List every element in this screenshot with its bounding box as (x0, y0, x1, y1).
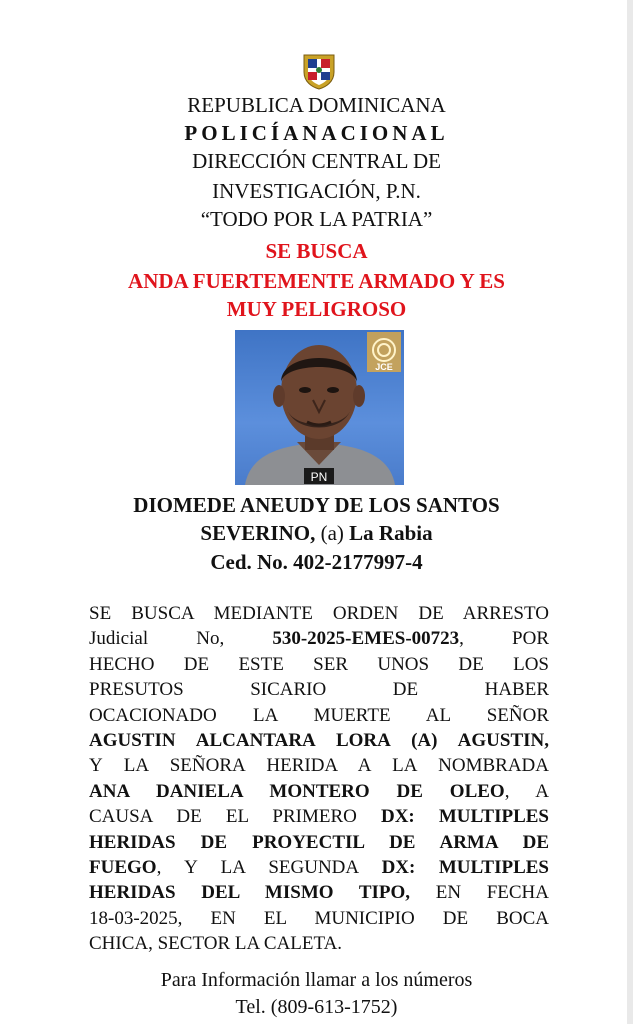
department-line-1: DIRECCIÓN CENTRAL DE (192, 149, 441, 173)
description-line: SE BUSCA MEDIANTE ORDEN DE ARRESTO (89, 603, 549, 624)
arrest-description (89, 601, 549, 957)
arrest-order-number: 530-2025-EMES-00723 (272, 628, 460, 650)
description-line (89, 804, 549, 829)
description-line (89, 779, 549, 804)
description-line: PRESUTOS SICARIO DE HABER (89, 679, 549, 701)
suspect-photo (235, 330, 404, 485)
description-line: HECHO DE ESTE SER UNOS DE LOS (89, 653, 549, 675)
suspect-cedula: Ced. No. 402-2177997-4 (210, 550, 423, 574)
injured-name: ANA DANIELA MONTERO DE OLEO (89, 780, 505, 802)
description-line: OCACIONADO LA MUERTE AL SEÑOR (89, 704, 549, 726)
contact-phone: Tel. (809-613-1752) (235, 996, 398, 1018)
suspect-name-line-1: DIOMEDE ANEUDY DE LOS SANTOS (133, 493, 500, 517)
description-line (89, 626, 549, 651)
department-line-2: INVESTIGACIÓN, P.N. (212, 179, 421, 203)
jce-label: JCE (375, 362, 393, 372)
police-shield-icon (301, 52, 337, 90)
description-line (89, 880, 549, 905)
description-fragment: EN FECHA (410, 882, 549, 904)
suspect-name-line-2 (0, 520, 633, 547)
contact-info: Para Información llamar a los números (160, 969, 473, 991)
description-line (89, 855, 549, 880)
suspect-surname: SEVERINO, (200, 521, 316, 545)
alias-prefix: (a) (320, 521, 344, 545)
wanted-heading: SE BUSCA (265, 239, 368, 263)
warning-line-2: MUY PELIGROSO (226, 297, 407, 321)
motto: “TODO POR LA PATRIA” (200, 207, 433, 231)
suspect-alias: La Rabia (349, 521, 433, 545)
description-line: 18-03-2025, EN EL MUNICIPIO DE BOCA (89, 907, 549, 929)
victim-name-line (89, 728, 549, 753)
pn-badge (304, 468, 334, 484)
agency-title: POLICÍANACIONAL (184, 121, 449, 145)
warning-line-1: ANDA FUERTEMENTE ARMADO Y ES (128, 269, 505, 293)
description-fragment: , POR (459, 628, 549, 650)
description-fragment: CAUSA DE EL PRIMERO (89, 806, 381, 828)
country-title: REPUBLICA DOMINICANA (187, 93, 446, 117)
description-fragment: , A (504, 780, 549, 802)
description-line (89, 830, 549, 855)
suspect-portrait (235, 330, 404, 485)
description-line: Y LA SEÑORA HERIDA A LA NOMBRADA (89, 755, 549, 777)
diagnosis-text: HERIDAS DE PROYECTIL DE ARMA DE (89, 831, 549, 853)
description-fragment: , Y LA SEGUNDA (156, 857, 382, 879)
victim-name: AGUSTIN ALCANTARA LORA (A) AGUSTIN, (89, 730, 549, 752)
description-line: CHICA, SECTOR LA CALETA. (89, 933, 343, 955)
judicial-label: Judicial No, (89, 628, 273, 650)
diagnosis-text: FUEGO (89, 857, 157, 879)
diagnosis-text: HERIDAS DEL MISMO TIPO, (89, 882, 411, 904)
diagnosis-label: DX: MULTIPLES (381, 857, 549, 879)
pn-label: PN (310, 470, 328, 484)
diagnosis-label: DX: MULTIPLES (380, 806, 549, 828)
jce-logo (367, 332, 401, 372)
